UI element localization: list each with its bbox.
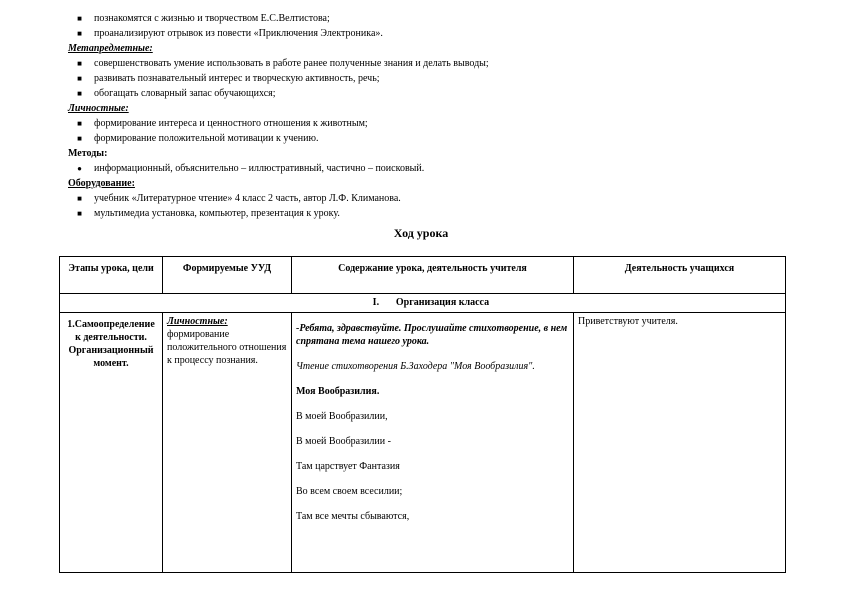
bullet-icon: ■ (77, 194, 82, 203)
bullet-icon: ■ (77, 59, 82, 68)
methods-heading: Методы: (68, 148, 108, 159)
header-students: Деятельность учащихся (574, 257, 786, 294)
list-item: ■ мультимедиа установка, компьютер, презентация к уроку. (68, 206, 768, 221)
content-cell (292, 313, 574, 573)
list-item: ■ обогащать словарный запас обучающихся; (68, 86, 768, 101)
lesson-table (59, 256, 786, 573)
reading-note: Чтение стихотворения Б.Заходера "Моя Вообразилия". (296, 361, 535, 372)
list-item: ● информационный, объяснительно – иллюстративный, частично – поисковый. (68, 161, 768, 176)
bullet-icon: ■ (77, 209, 82, 218)
poem-line: Во всем своем всесилии; (296, 486, 403, 497)
table-row (60, 313, 786, 573)
list-item: ■ познакомятся с жизнью и творчеством Е.С.Велтистова; (68, 11, 768, 26)
bullet-icon: ■ (77, 119, 82, 128)
section-number: I. (372, 297, 380, 308)
poem-line: Там царствует Фантазия (296, 461, 400, 472)
poem-line: Там все мечты сбываются, (296, 511, 410, 522)
bullet-icon: ■ (77, 74, 82, 83)
poem-line: В моей Вообразилии - (296, 436, 391, 447)
table-header-row (60, 257, 786, 294)
bullet-icon: ■ (77, 134, 82, 143)
section-title (60, 294, 786, 313)
list-item: ■ формирование интереса и ценностного отношения к животным; (68, 116, 768, 131)
bullet-icon: ■ (77, 89, 82, 98)
poem-line: В моей Вообразилии, (296, 411, 388, 422)
uud-label: Личностные: (167, 316, 228, 327)
equipment-heading: Оборудование: (68, 178, 135, 189)
header-uud: Формируемые УУД (163, 257, 292, 294)
poem-title: Моя Вообразилия. (296, 386, 380, 397)
section-row (60, 294, 786, 313)
uud-cell (163, 313, 292, 573)
bullet-dot-icon: ● (77, 164, 82, 173)
header-stages: Этапы урока, цели (60, 257, 163, 294)
section-label: Организация класса (395, 297, 490, 308)
lesson-objectives (68, 11, 768, 221)
uud-text: формирование положительного отношения к процессу познания. (167, 329, 287, 366)
meta-heading: Метапредметные: (68, 43, 153, 54)
list-item: ■ формирование положительной мотивации к учению. (68, 131, 768, 146)
stage-cell: 1.Самоопределение к деятельности. Организационный момент. (60, 313, 163, 573)
students-cell: Приветствуют учителя. (574, 313, 786, 573)
list-item: ■ совершенствовать умение использовать в работе ранее полученные знания и делать выводы; (68, 56, 768, 71)
list-item: ■ проанализируют отрывок из повести «Приключения Электроника». (68, 26, 768, 41)
personal-heading: Личностные: (68, 103, 129, 114)
list-item: ■ развивать познавательный интерес и творческую активность, речь; (68, 71, 768, 86)
bullet-icon: ■ (77, 29, 82, 38)
bullet-icon: ■ (77, 14, 82, 23)
teacher-greeting: -Ребята, здравствуйте. Прослушайте стихотворение, в нем спрятана тема нашего урока. (296, 323, 568, 347)
page-title: Ход урока (393, 226, 449, 240)
header-content: Содержание урока, деятельность учителя (292, 257, 574, 294)
list-item: ■ учебник «Литературное чтение» 4 класс 2 часть, автор Л.Ф. Климанова. (68, 191, 768, 206)
